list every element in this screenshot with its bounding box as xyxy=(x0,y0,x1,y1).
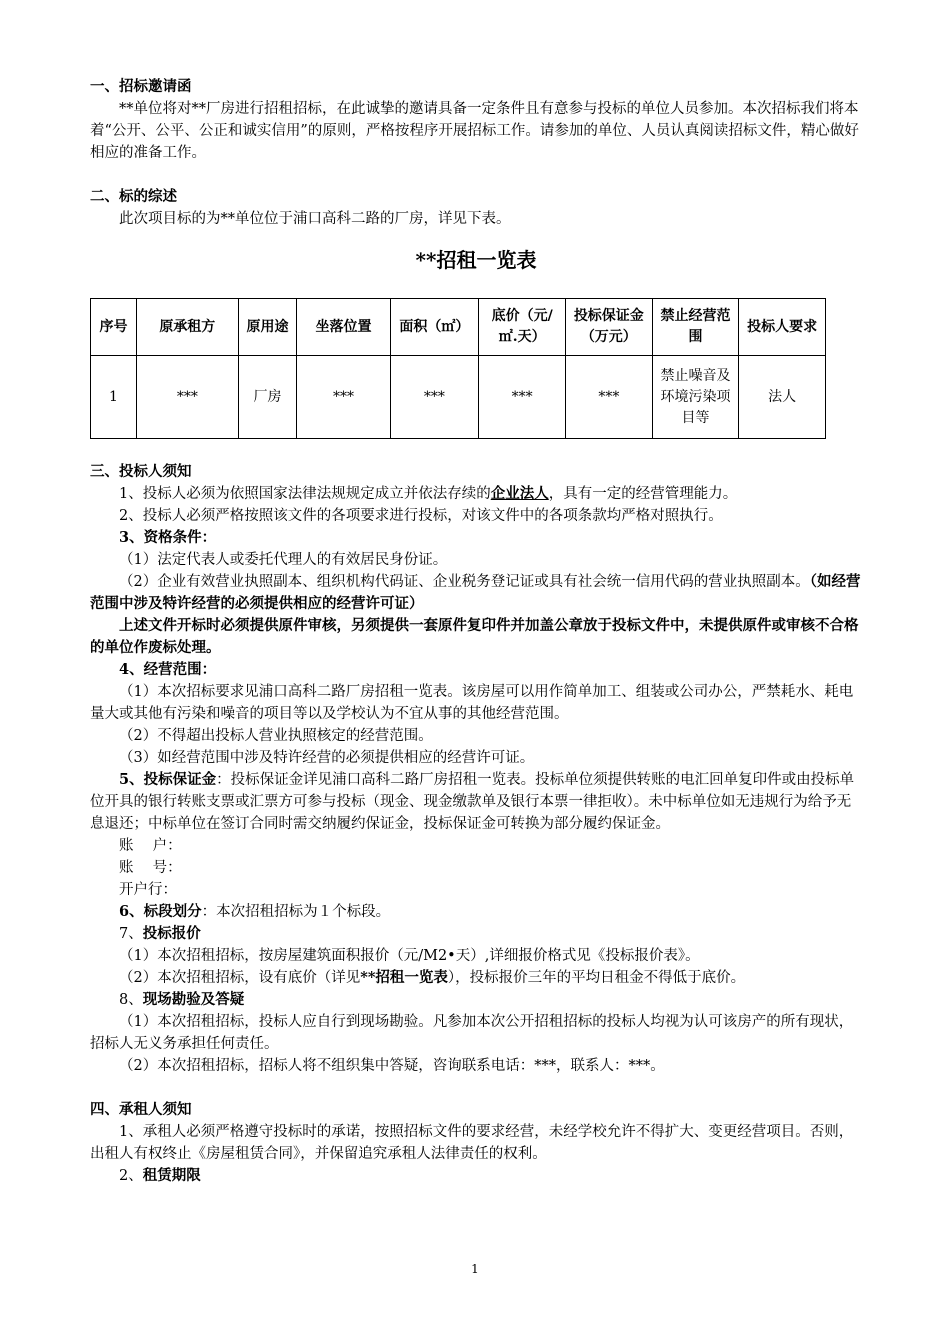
header-cell: 投标保证金（万元） xyxy=(565,299,652,356)
header-cell: 面积（㎡） xyxy=(390,299,479,356)
header-cell: 禁止经营范围 xyxy=(652,299,739,356)
header-cell: 序号 xyxy=(91,299,137,356)
item-6-title: 6、标段划分 xyxy=(119,903,202,920)
item-7-sub-2-emphasis: **招租一览表 xyxy=(360,969,448,986)
section4-heading: 四、承租人须知 xyxy=(90,1101,192,1118)
item-3-sub-2-text: （2）企业有效营业执照副本、组织机构代码证、企业税务登记证或具有社会统一信用代码的营业执照副本。 xyxy=(119,574,810,590)
header-cell: 原承租方 xyxy=(137,299,239,356)
item-1-text: 1、投标人必须为依照国家法律法规规定成立并依法存续的 xyxy=(119,486,491,502)
item-5-text-a: ：投标保证金详见浦口高科二路厂房招租一览表 xyxy=(216,772,521,788)
section2-paragraph: 此次项目标的为**单位位于浦口高科二路的厂房，详见下表。 xyxy=(119,211,511,227)
table-cell: *** xyxy=(297,356,390,439)
item-8-sub-2: （2）本次招租招标，招标人将不组织集中答疑，咨询联系电话：***，联系人：***。 xyxy=(119,1058,665,1074)
item-7-title xyxy=(90,923,862,945)
account-name-line: 账 户： xyxy=(119,838,182,854)
item-7-sub-2-text-end: ），投标报价三年的平均日租金不得低于底价。 xyxy=(447,970,746,986)
section3-heading: 三、投标人须知 xyxy=(90,463,192,480)
lessee-item-2-title: 租赁期限 xyxy=(142,1167,201,1184)
header-cell: 投标人要求 xyxy=(739,299,826,356)
header-cell: 底价（元/㎡.天） xyxy=(479,299,566,356)
item-7-sub-2-text: （2）本次招租招标，设有底价（详见 xyxy=(119,970,361,986)
bank-line: 开户行： xyxy=(119,882,177,898)
account-number-line: 账 号： xyxy=(119,860,182,876)
item-5 xyxy=(90,769,862,835)
section1-paragraph: **单位将对**厂房进行招租招标，在此诚挚的邀请具备一定条件且有意参与投标的单位人员参加。本次招标我们将本着“公开、公平、公正和诚实信用”的原则，严格按程序开展招标工作。请参加的单位、人员认真阅读招标文件，精心做好相应的准备工作。 xyxy=(90,101,859,161)
item-7-title-text: 投标报价 xyxy=(142,925,201,942)
item-3-sub-2-note: （如经营范围中涉及特许经营的必须提供相应的经营许可证） xyxy=(90,573,861,612)
item-8-title xyxy=(90,989,862,1011)
header-cell: 坐落位置 xyxy=(297,299,390,356)
lessee-item-2-number: 2、 xyxy=(119,1168,143,1184)
item-3-title: 3、资格条件： xyxy=(119,529,217,546)
item-1 xyxy=(90,483,862,505)
item-6 xyxy=(90,901,862,923)
table-row xyxy=(91,356,826,439)
item-7-sub-2 xyxy=(90,967,862,989)
item-3-sub-1: （1）法定代表人或委托代理人的有效居民身份证。 xyxy=(119,552,448,568)
spacer xyxy=(90,1077,862,1099)
item-8-number: 8、 xyxy=(119,992,143,1008)
lessee-item-2 xyxy=(90,1165,862,1187)
table-header-row xyxy=(91,299,826,356)
item-1-emphasis: 企业法人 xyxy=(490,485,549,502)
header-cell: 原用途 xyxy=(238,299,297,356)
item-4-sub-1: （1）本次招标要求见浦口高科二路厂房招租一览表。该房屋可以用作简单加工、组装或公司办公，严禁耗水、耗电量大或其他有污染和噪音的项目等以及学校认为不宜从事的其他经营范围。 xyxy=(90,684,854,722)
item-8-sub-1: （1）本次招租招标，投标人应自行到现场勘验。凡参加本次公开招租招标的投标人均视为认可该房产的所有现状，招标人无义务承担任何责任。 xyxy=(90,1014,854,1052)
item-7-sub-1: （1）本次招租招标，按房屋建筑面积报价（元/M2•天）,详细报价格式见《投标报价表》。 xyxy=(119,948,700,964)
table-cell: *** xyxy=(565,356,652,439)
item-6-text: ：本次招租招标为１个标段。 xyxy=(201,904,391,920)
item-5-title: 5、投标保证金 xyxy=(119,771,217,788)
table-cell: 厂房 xyxy=(238,356,297,439)
document-body xyxy=(90,76,862,1187)
table-cell: 禁止噪音及环境污染项目等 xyxy=(652,356,739,439)
item-3-warning: 上述文件开标时必须提供原件审核，另须提供一套原件复印件并加盖公章放于投标文件中，未提供原件或审核不合格的单位作废标处理。 xyxy=(90,617,859,656)
item-1-text-end: ，具有一定的经营管理能力。 xyxy=(548,486,738,502)
spacer xyxy=(90,164,862,186)
item-4-title: 4、经营范围： xyxy=(119,661,217,678)
rental-table xyxy=(90,298,826,439)
item-4-sub-2: （2）不得超出投标人营业执照核定的经营范围。 xyxy=(119,728,433,744)
table-cell: *** xyxy=(390,356,479,439)
item-8-title-text: 现场勘验及答疑 xyxy=(142,991,245,1008)
item-7-number: 7、 xyxy=(119,926,143,942)
item-2: 2、投标人必须严格按照该文件的各项要求进行投标，对该文件中的各项条款均严格对照执行。 xyxy=(119,508,723,524)
item-3-sub-2 xyxy=(90,571,862,615)
rental-table-wrapper xyxy=(90,298,862,439)
table-title: **招租一览表 xyxy=(415,248,537,272)
section1-heading: 一、招标邀请函 xyxy=(90,78,192,95)
table-cell: *** xyxy=(479,356,566,439)
table-cell: *** xyxy=(137,356,239,439)
table-cell: 1 xyxy=(91,356,137,439)
page-number: 1 xyxy=(471,1262,479,1276)
lessee-item-1: 1、承租人必须严格遵守投标时的承诺，按照招标文件的要求经营，未经学校允许不得扩大、变更经营项目。否则，出租人有权终止《房屋租赁合同》，并保留追究承租人法律责任的权利。 xyxy=(90,1124,854,1162)
item-4-sub-3: （3）如经营范围中涉及特许经营的必须提供相应的经营许可证。 xyxy=(119,750,535,766)
section2-heading: 二、标的综述 xyxy=(90,188,177,205)
item-5-text-b: 。投标单位须提供转账的电汇回单复印件或由投标单位开具的银行转账支票或汇票方可参与投标（现金、现金缴款单及银行本票一律拒收）。未中标单位如无违规行为给予无息退还；中标单位在签订合同时需交纳履约保证金，投标保证金可转换为部分履约保证金。 xyxy=(90,772,855,832)
table-cell: 法人 xyxy=(739,356,826,439)
